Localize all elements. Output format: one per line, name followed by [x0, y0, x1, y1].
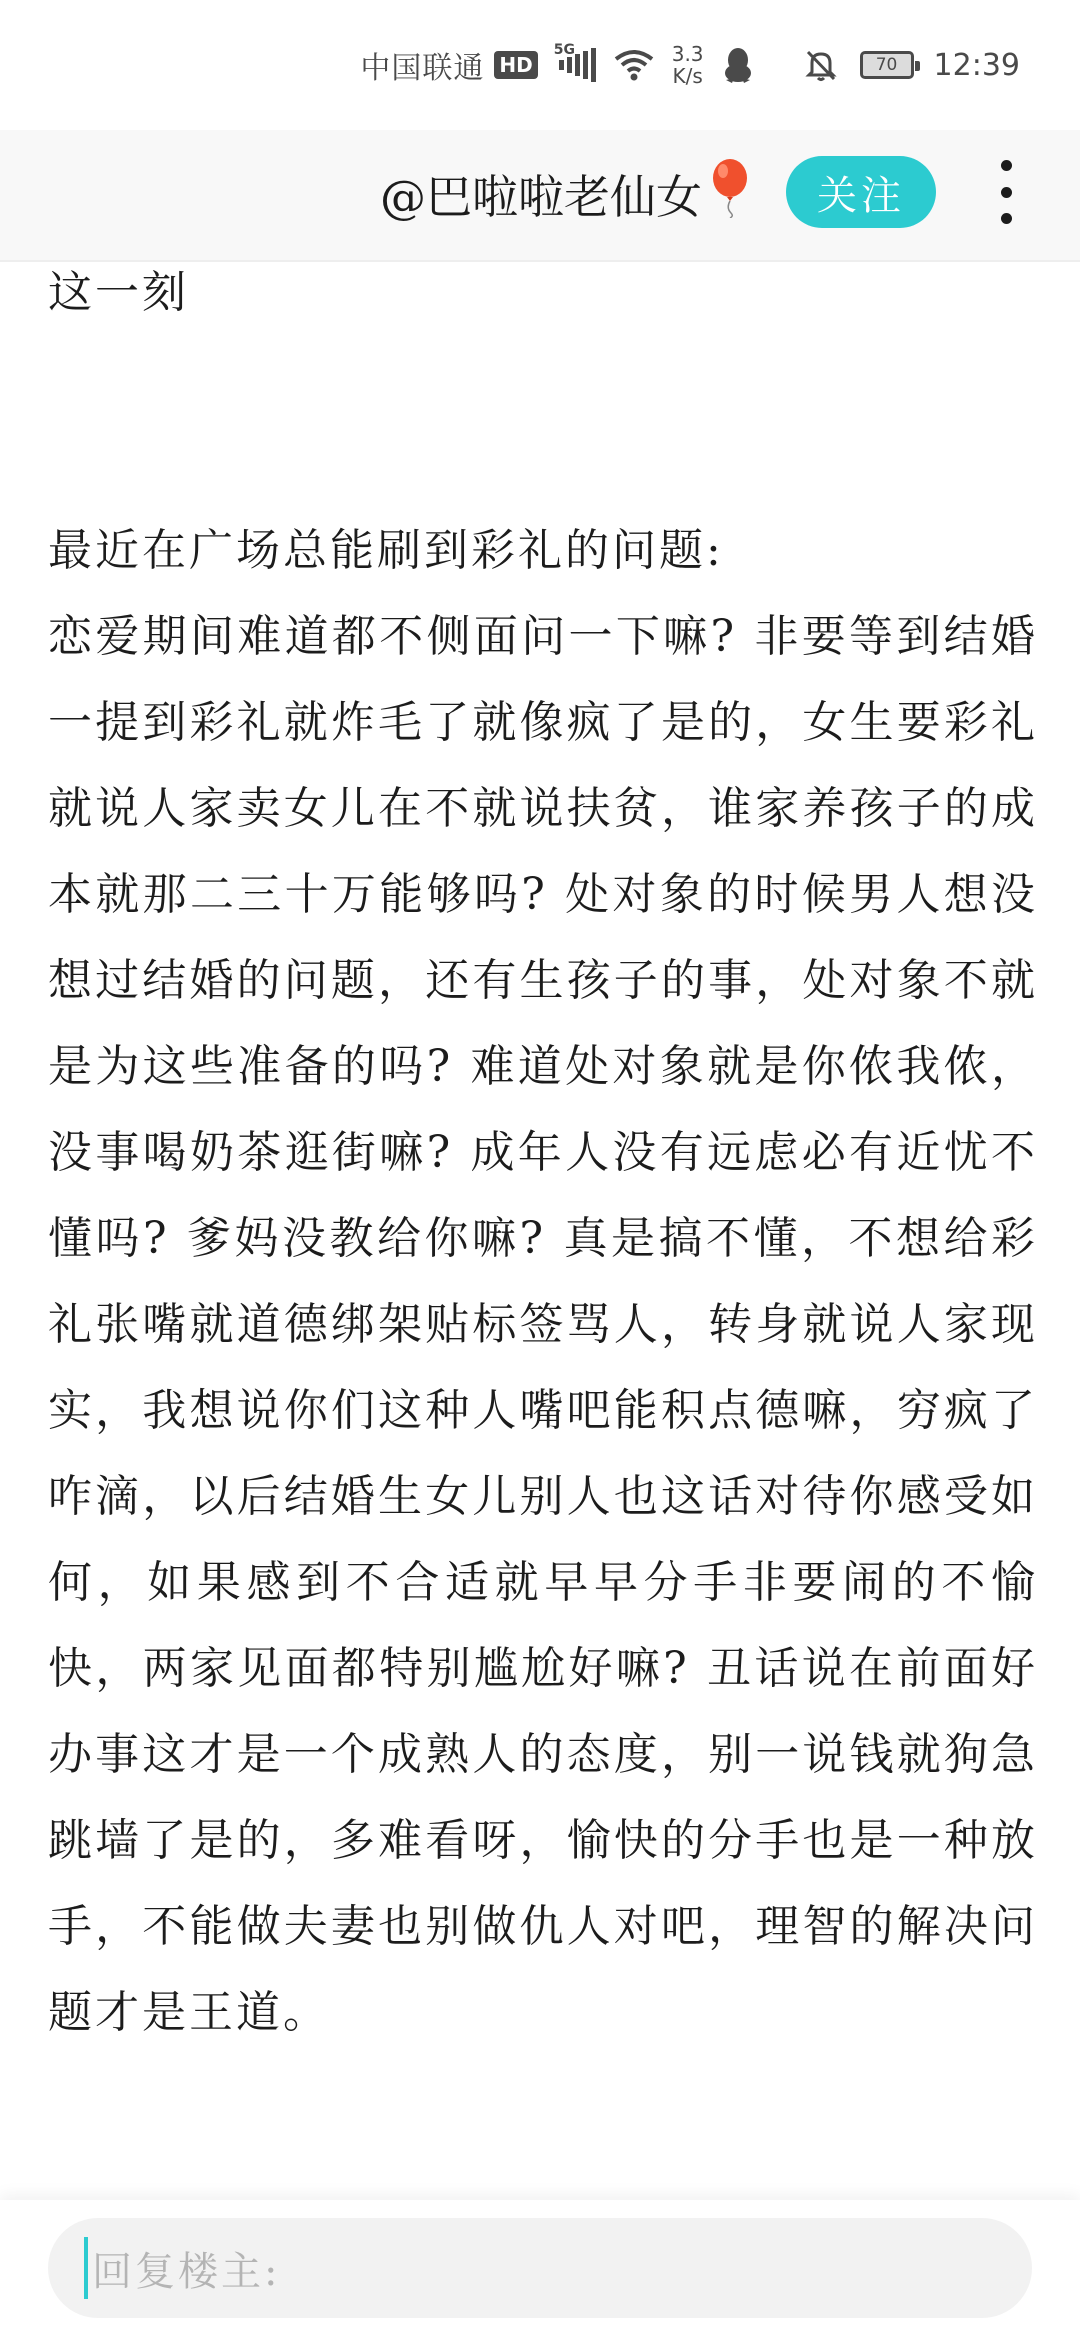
reply-input[interactable]: [48, 2218, 1032, 2318]
post-content: [48, 250, 1038, 2200]
page-title[interactable]: [380, 158, 750, 229]
wifi-icon: [614, 49, 654, 81]
clock: 12:39: [933, 47, 1020, 83]
qq-penguin-icon: [722, 46, 754, 84]
speed-unit: K/s: [672, 64, 703, 88]
carrier-label: 中国联通: [360, 51, 485, 86]
text-cursor: [84, 2237, 88, 2299]
hd-badge: HD: [494, 51, 537, 79]
battery-level: 70: [875, 55, 898, 75]
status-bar: [0, 0, 1080, 130]
post-first-line: 这一刻: [48, 267, 189, 318]
top-app-bar: [0, 130, 1080, 262]
reply-placeholder: 回复楼主:: [92, 2248, 281, 2295]
signal-icon: [553, 42, 596, 82]
bell-off-icon: [804, 48, 838, 82]
reply-bar: [0, 2200, 1080, 2340]
network-type-label: 5G: [553, 42, 575, 58]
more-vertical-icon[interactable]: [986, 160, 1026, 224]
author-name[interactable]: @巴啦啦老仙女: [380, 169, 702, 224]
post-body: 最近在广场总能刷到彩礼的问题: 恋爱期间难道都不侧面问一下嘛? 非要等到结婚一提到彩礼就炸毛了就像疯了是的，女生要彩礼就说人家卖女儿在不就说扶贫，谁家养孩子的成本就那二三十万能够吗? 处对象的时候男人想没想过结婚的问题，还有生孩子的事，处对象不就是为这些准备的吗? 难道处对象就是你侬我侬，没事喝奶茶逛街嘛? 成年人没有远虑必有近忧不懂吗? 爹妈没教给你嘛? 真是搞不懂，不想给彩礼张嘴就道德绑架贴标签骂人，转身就说人家现实，我想说你们这种人嘴吧能积点德嘛，穷疯了咋滴，以后结婚生女儿别人也这话对待你感受如何，如果感到不合适就早早分手非要闹的不愉快，两家见面都特别尴尬好嘛? 丑话说在前面好办事这才是一个成熟人的态度，别一说钱就狗急跳墙了是的，多难看呀，愉快的分手也是一种放手，不能做夫妻也别做仇人对吧，理智的解决问题才是王道。: [48, 525, 1038, 2038]
battery-icon: [860, 51, 914, 79]
balloon-icon: [710, 158, 750, 229]
network-speed: [672, 43, 704, 87]
speed-value: 3.3: [671, 42, 704, 66]
follow-button[interactable]: 关注: [786, 156, 936, 228]
